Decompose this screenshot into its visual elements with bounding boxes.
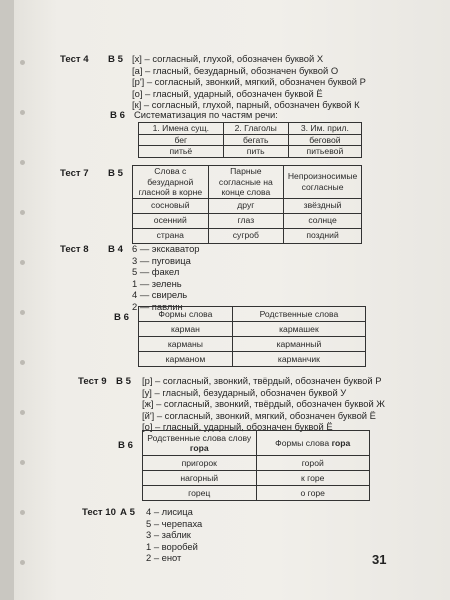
table-header: Слова с безударной гласной в корне (133, 166, 209, 199)
table-header: 3. Им. прил. (288, 123, 361, 135)
test10-a5-label: А 5 (120, 507, 135, 518)
table-header: Родственные слова (232, 307, 365, 322)
table-row: карманы карманный (139, 337, 366, 352)
test8-b6-label: В 6 (114, 312, 129, 323)
related-words-table (142, 430, 370, 501)
table-header: Парные согласные на конце слова (208, 166, 284, 199)
table-header: Родственные слова слову гора (143, 431, 257, 456)
test4-b6-heading: Систематизация по частям речи: (134, 109, 278, 120)
table-row: пригорок горой (143, 456, 370, 471)
test10-label: Тест 10 (82, 507, 116, 518)
test4-b6-label: В 6 (110, 110, 125, 121)
table-row: питьё пить питьевой (139, 146, 362, 158)
answer-line: 1 — зелень (132, 277, 182, 289)
answer-line: 4 – лисица (146, 506, 193, 517)
test10-a5-answers (146, 506, 202, 564)
table-header: 1. Имена сущ. (139, 123, 224, 135)
word-forms-table (138, 306, 366, 367)
table-row: бег бегать беговой (139, 134, 362, 146)
table-row: горец о горе (143, 486, 370, 501)
table-header: Формы слова (139, 307, 233, 322)
parts-of-speech-table (138, 122, 362, 158)
test9-b5-label: В 5 (116, 376, 131, 387)
test8-b4-answers (132, 243, 200, 312)
answer-line: 6 — экскаватор (132, 243, 200, 254)
test4-b5-answers (132, 53, 366, 111)
table-row: страна сугроб поздний (133, 228, 362, 243)
test9-b5-answers (142, 375, 385, 433)
table-row: осенний глаз солнце (133, 213, 362, 228)
answer-line: [р] – согласный, звонкий, твёрдый, обозначен буквой Р (142, 375, 382, 386)
answer-line: [р'] – согласный, звонкий, мягкий, обозначен буквой Р (132, 76, 366, 87)
answer-line: 2 – енот (146, 552, 182, 563)
page-number: 31 (372, 552, 387, 567)
answer-line: 2 — павлин (132, 300, 183, 312)
answer-line: 5 — факел (132, 266, 180, 277)
spelling-table (132, 165, 362, 244)
test4-label: Тест 4 (60, 54, 89, 65)
test9-b6-label: В 6 (118, 440, 133, 451)
answer-line: [к] – согласный, глухой, парный, обозначен буквой К (132, 99, 360, 110)
answer-line: [ж] – согласный, звонкий, твёрдый, обозначен буквой Ж (142, 398, 385, 409)
table-header: Формы слова гора (256, 431, 370, 456)
test8-b4-label: В 4 (108, 244, 123, 255)
table-row: карманом карманчик (139, 352, 366, 367)
table-row: сосновый друг звёздный (133, 198, 362, 213)
answer-line: [х] – согласный, глухой, обозначен буквой Х (132, 53, 324, 64)
answer-line: [й'] – согласный, звонкий, мягкий, обозначен буквой Ё (142, 409, 376, 421)
answer-line: [о] – гласный, ударный, обозначен буквой Ё (142, 421, 333, 432)
test7-label: Тест 7 (60, 168, 89, 179)
table-header: 2. Глаголы (223, 123, 288, 135)
answer-line: 1 – воробей (146, 540, 198, 552)
test9-label: Тест 9 (78, 376, 107, 387)
table-header: Непроизносимые согласные (284, 166, 362, 199)
answer-line: 3 – заблик (146, 529, 191, 540)
table-row: нагорный к горе (143, 471, 370, 486)
answer-line: 5 – черепаха (146, 517, 203, 529)
table-row: карман кармашек (139, 322, 366, 337)
answer-line: 3 — пуговица (132, 254, 191, 266)
answer-line: [у] – гласный, безударный, обозначен буквой У (142, 386, 347, 398)
test7-b5-label: В 5 (108, 168, 123, 179)
test8-label: Тест 8 (60, 244, 89, 255)
answer-line: 4 — свирель (132, 289, 188, 300)
test4-b5-label: В 5 (108, 54, 123, 65)
answer-line: [а] – гласный, безударный, обозначен буквой О (132, 64, 339, 76)
answer-line: [о] – гласный, ударный, обозначен буквой Ё (132, 87, 323, 99)
